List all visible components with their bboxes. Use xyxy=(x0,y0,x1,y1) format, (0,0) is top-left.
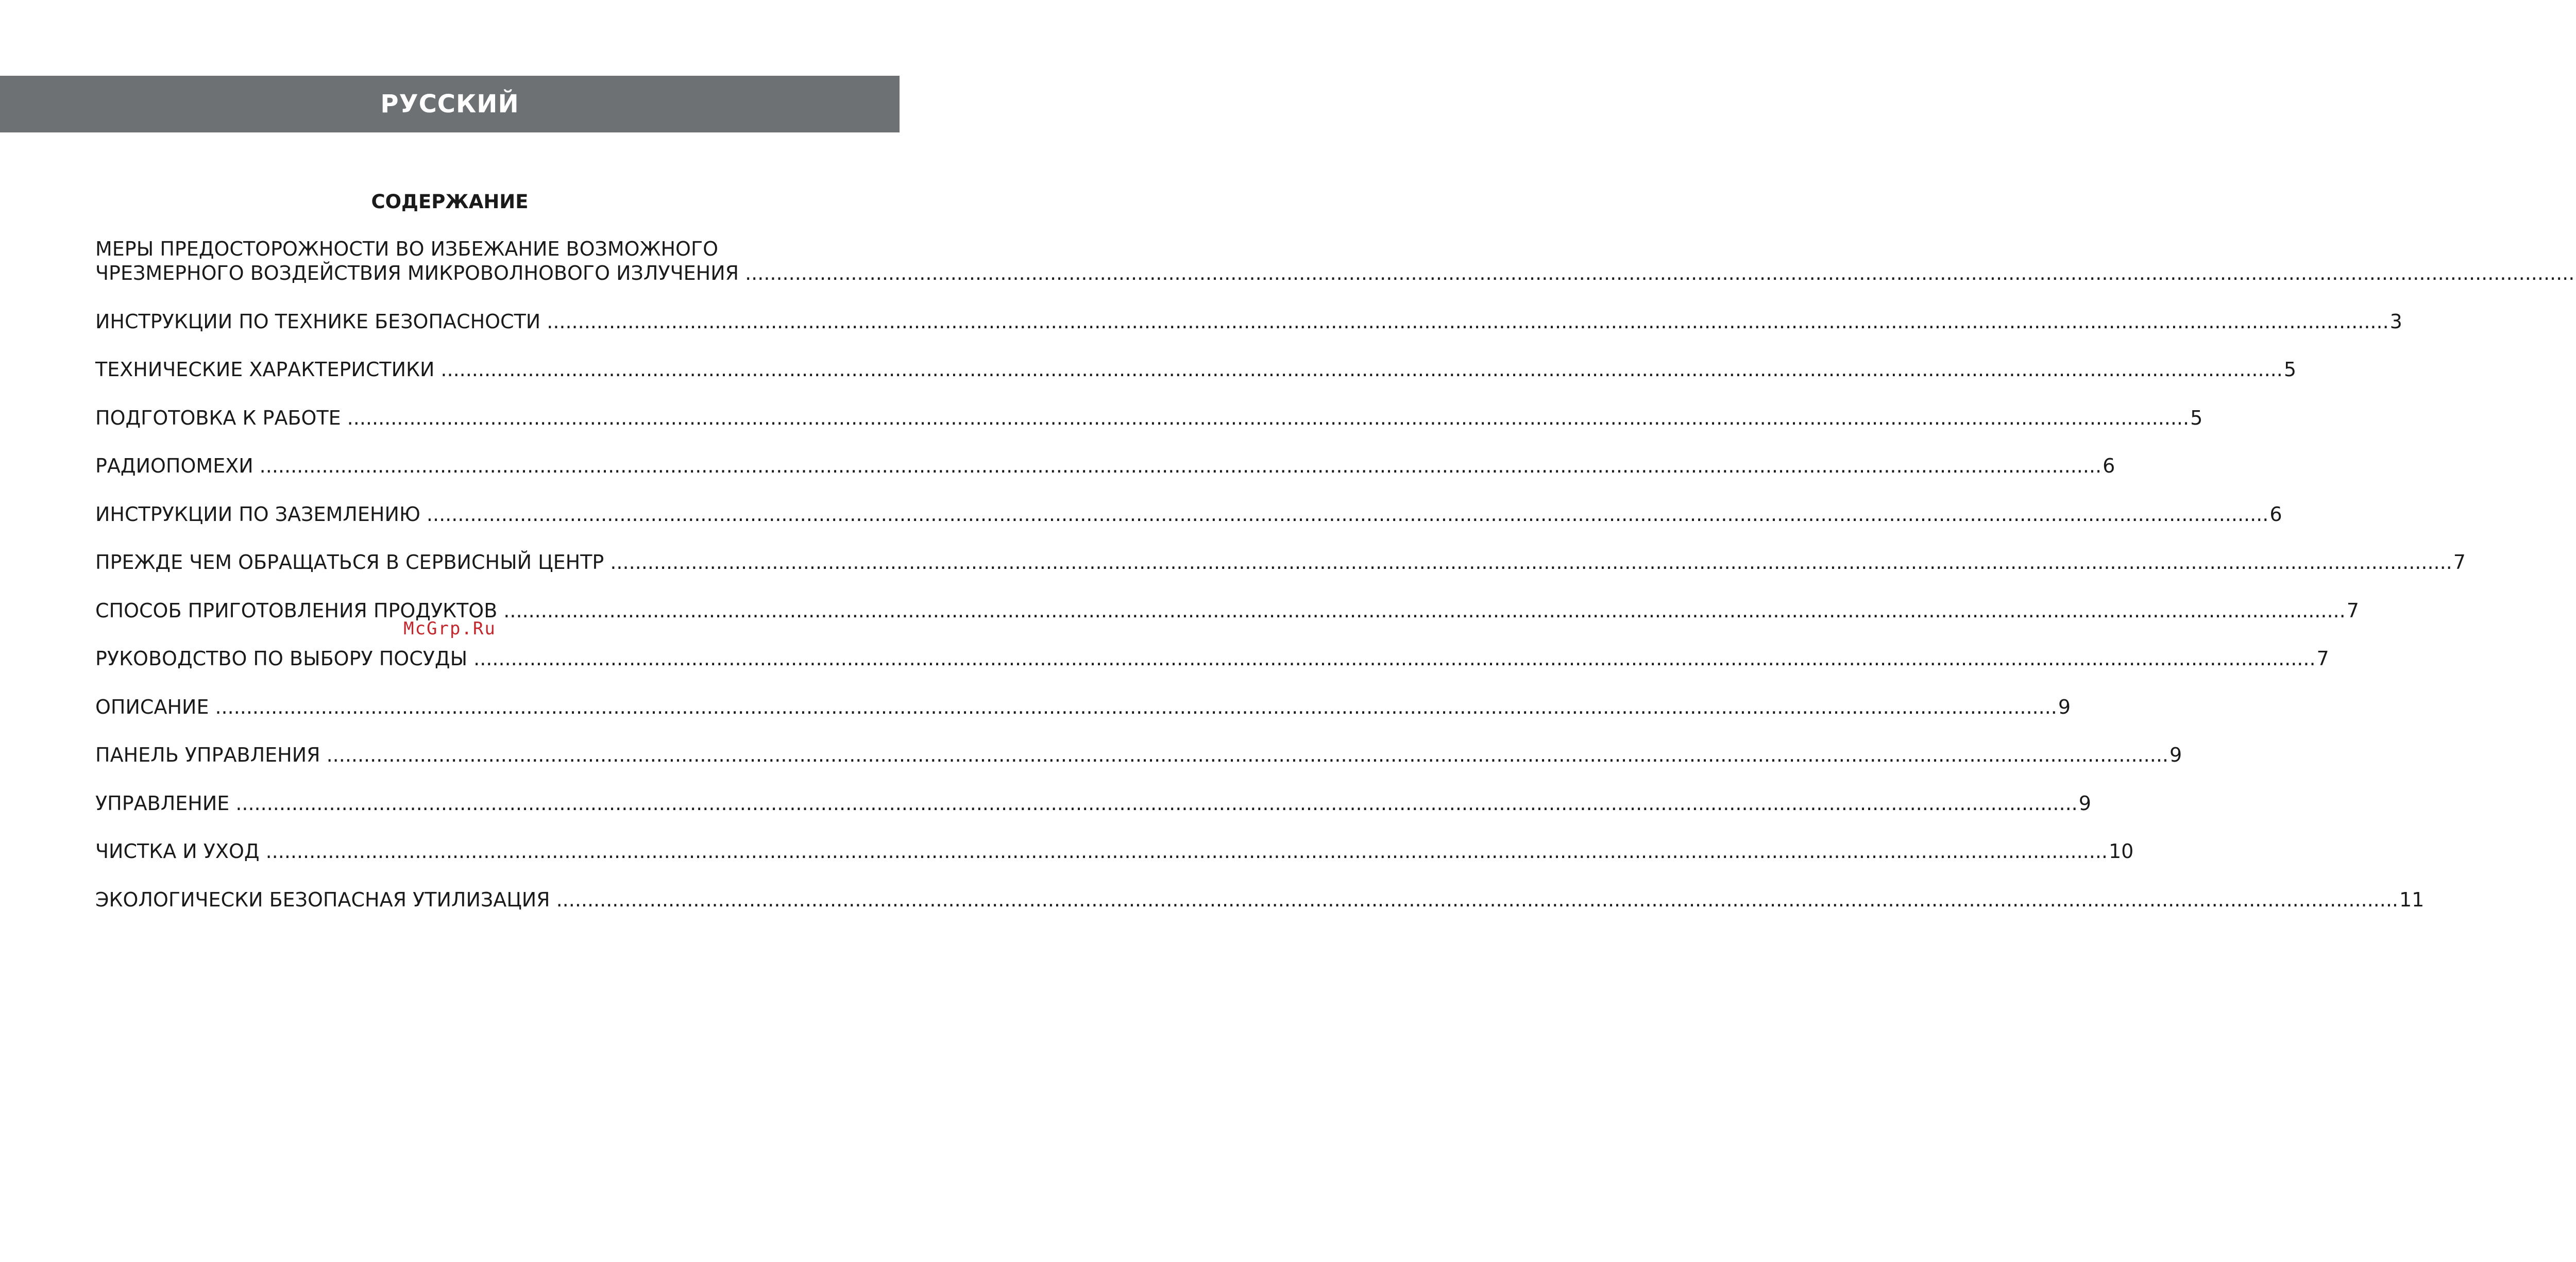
dot-leader xyxy=(260,454,2102,478)
toc-entry-text: МЕРЫ ПРЕДОСТОРОЖНОСТИ ВО ИЗБЕЖАНИЕ ВОЗМОЖНОГО xyxy=(95,238,719,260)
toc-entry-text: УПРАВЛЕНИЕ xyxy=(95,792,230,815)
dot-leader xyxy=(610,550,2452,575)
toc-entry-line xyxy=(95,358,2297,382)
toc-entry[interactable] xyxy=(95,237,809,285)
dot-leader xyxy=(547,310,2388,334)
toc-entry-text: ОПИСАНИЕ xyxy=(95,695,209,718)
toc-page-number: 10 xyxy=(2109,840,2134,863)
toc-entry-text: ЧРЕЗМЕРНОГО ВОЗДЕЙСТВИЯ МИКРОВОЛНОВОГО ИЗЛУЧЕНИЯ xyxy=(95,262,739,284)
toc-title: СОДЕРЖАНИЕ xyxy=(371,191,529,213)
dot-leader xyxy=(745,261,2576,285)
toc-entry-line xyxy=(95,792,2091,816)
toc-page-number: 3 xyxy=(2389,310,2402,333)
toc-entry-line xyxy=(95,310,2402,334)
toc-entry[interactable] xyxy=(95,888,2425,912)
dot-leader xyxy=(440,358,2282,382)
toc-entry-text: ПОДГОТОВКА К РАБОТЕ xyxy=(95,406,341,429)
toc-entry-text: ЭКОЛОГИЧЕСКИ БЕЗОПАСНАЯ УТИЛИЗАЦИЯ xyxy=(95,888,550,911)
toc-page-number: 5 xyxy=(2190,406,2203,429)
toc-entry-text: РАДИОПОМЕХИ xyxy=(95,455,253,477)
dot-leader xyxy=(556,888,2398,912)
language-banner xyxy=(0,76,900,132)
watermark: McGrp.Ru xyxy=(403,618,496,639)
toc-page-number: 7 xyxy=(2453,551,2466,574)
toc-entry-line xyxy=(95,406,2203,430)
dot-leader xyxy=(347,406,2189,430)
toc-entry-line xyxy=(95,454,2115,478)
toc-entry-line xyxy=(95,839,2134,864)
table-of-contents xyxy=(95,237,2466,936)
toc-page-number: 9 xyxy=(2078,792,2091,815)
toc-entry-text: ПРЕЖДЕ ЧЕМ ОБРАЩАТЬСЯ В СЕРВИСНЫЙ ЦЕНТР xyxy=(95,551,604,574)
toc-entry-text: ПАНЕЛЬ УПРАВЛЕНИЯ xyxy=(95,744,320,766)
toc-entry[interactable] xyxy=(95,454,2115,478)
toc-entry-line xyxy=(95,502,2282,527)
toc-entry-text: РУКОВОДСТВО ПО ВЫБОРУ ПОСУДЫ xyxy=(95,647,468,670)
toc-entry[interactable] xyxy=(95,550,2466,575)
toc-entry[interactable] xyxy=(95,695,2071,719)
toc-entry-text: ТЕХНИЧЕСКИЕ ХАРАКТЕРИСТИКИ xyxy=(95,358,435,381)
toc-entry-line xyxy=(95,237,809,261)
toc-entry[interactable] xyxy=(95,839,2134,864)
toc-entry-line xyxy=(95,261,809,285)
toc-entry[interactable] xyxy=(95,647,2329,671)
toc-page-number: 11 xyxy=(2399,888,2425,911)
toc-entry-line xyxy=(95,695,2071,719)
toc-page-number: 6 xyxy=(2103,455,2115,477)
toc-page-number: 5 xyxy=(2283,358,2297,381)
toc-entry[interactable] xyxy=(95,743,2182,767)
toc-page-number: 9 xyxy=(2170,744,2182,766)
language-label: РУССКИЙ xyxy=(380,90,519,119)
dot-leader xyxy=(427,502,2268,527)
dot-leader xyxy=(266,839,2108,864)
toc-entry-text: ИНСТРУКЦИИ ПО ТЕХНИКЕ БЕЗОПАСНОСТИ xyxy=(95,310,541,333)
toc-page-number: 7 xyxy=(2316,647,2329,670)
toc-entry[interactable] xyxy=(95,502,2282,527)
toc-page-number: 6 xyxy=(2269,502,2282,526)
toc-page-number: 7 xyxy=(2346,599,2359,622)
toc-entry[interactable] xyxy=(95,792,2091,816)
toc-entry-text: СПОСОБ ПРИГОТОВЛЕНИЯ ПРОДУКТОВ xyxy=(95,599,498,622)
toc-entry-line xyxy=(95,647,2329,671)
toc-entry-line xyxy=(95,743,2182,767)
toc-entry-line xyxy=(95,550,2466,575)
toc-entry-text: ЧИСТКА И УХОД xyxy=(95,840,260,863)
dot-leader xyxy=(215,695,2057,719)
toc-entry[interactable] xyxy=(95,406,2203,430)
toc-entry-line xyxy=(95,888,2425,912)
dot-leader xyxy=(327,743,2168,767)
toc-entry[interactable] xyxy=(95,310,2402,334)
toc-entry-text: ИНСТРУКЦИИ ПО ЗАЗЕМЛЕНИЮ xyxy=(95,502,420,526)
toc-entry[interactable] xyxy=(95,358,2297,382)
dot-leader xyxy=(473,647,2315,671)
toc-page-number: 9 xyxy=(2058,695,2071,718)
dot-leader xyxy=(235,792,2077,816)
